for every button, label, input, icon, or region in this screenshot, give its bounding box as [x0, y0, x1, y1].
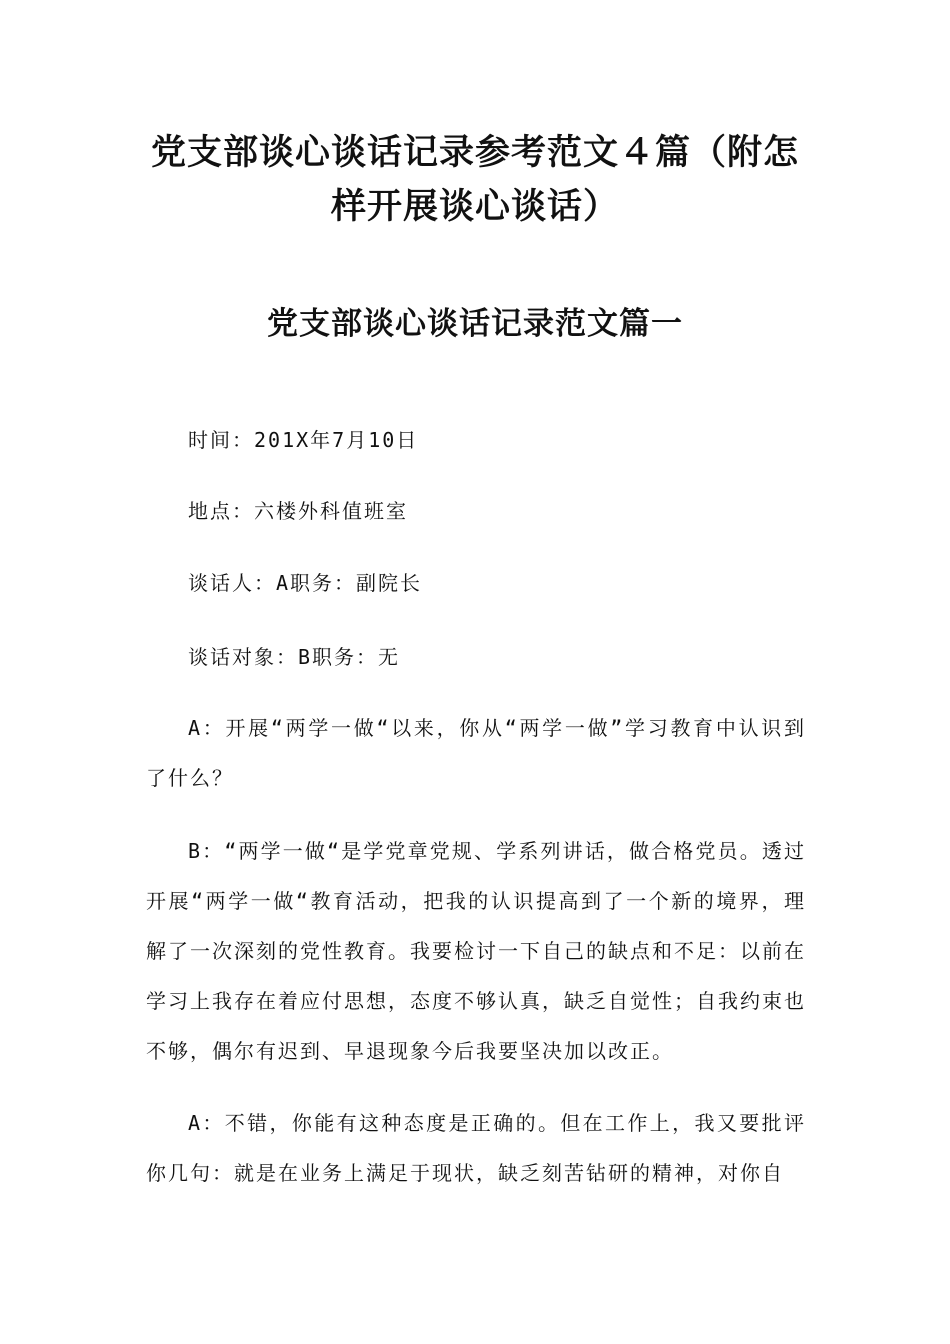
dialogue-paragraph: B：“两学一做“是学党章党规、学系列讲话，做合格党员。透过开展“两学一做“教育活动，把我的认识提高到了一个新的境界，理解了一次深刻的党性教育。我要检讨一下自己的缺点和不足：以前在学习上我存在着应付思想，态度不够认真，缺乏自觉性；自我约束也不够，偶尔有迟到、早退现象今后我要坚决加以改正。 [146, 839, 806, 1063]
meta-place: 地点：六楼外科值班室 [188, 499, 408, 523]
document-title-line-2: 样开展谈心谈话） [330, 187, 619, 227]
meta-target: 谈话对象：B职务：无 [188, 645, 401, 669]
document-title [0, 126, 950, 234]
dialogue-paragraph: A：开展“两学一做“以来，你从“两学一做”学习教育中认识到了什么？ [146, 716, 806, 790]
dialogue-paragraph: A：不错，你能有这种态度是正确的。但在工作上，我又要批评你几句：就是在业务上满足于现状，缺乏刻苦钻研的精神，对你自 [146, 1111, 806, 1185]
section-title: 党支部谈心谈话记录范文篇一 [267, 306, 683, 342]
document-title-line-1: 党支部谈心谈话记录参考范文４篇（附怎 [150, 133, 799, 173]
meta-speaker: 谈话人：A职务：副院长 [188, 571, 423, 595]
meta-time: 时间：201X年7月10日 [188, 428, 419, 452]
